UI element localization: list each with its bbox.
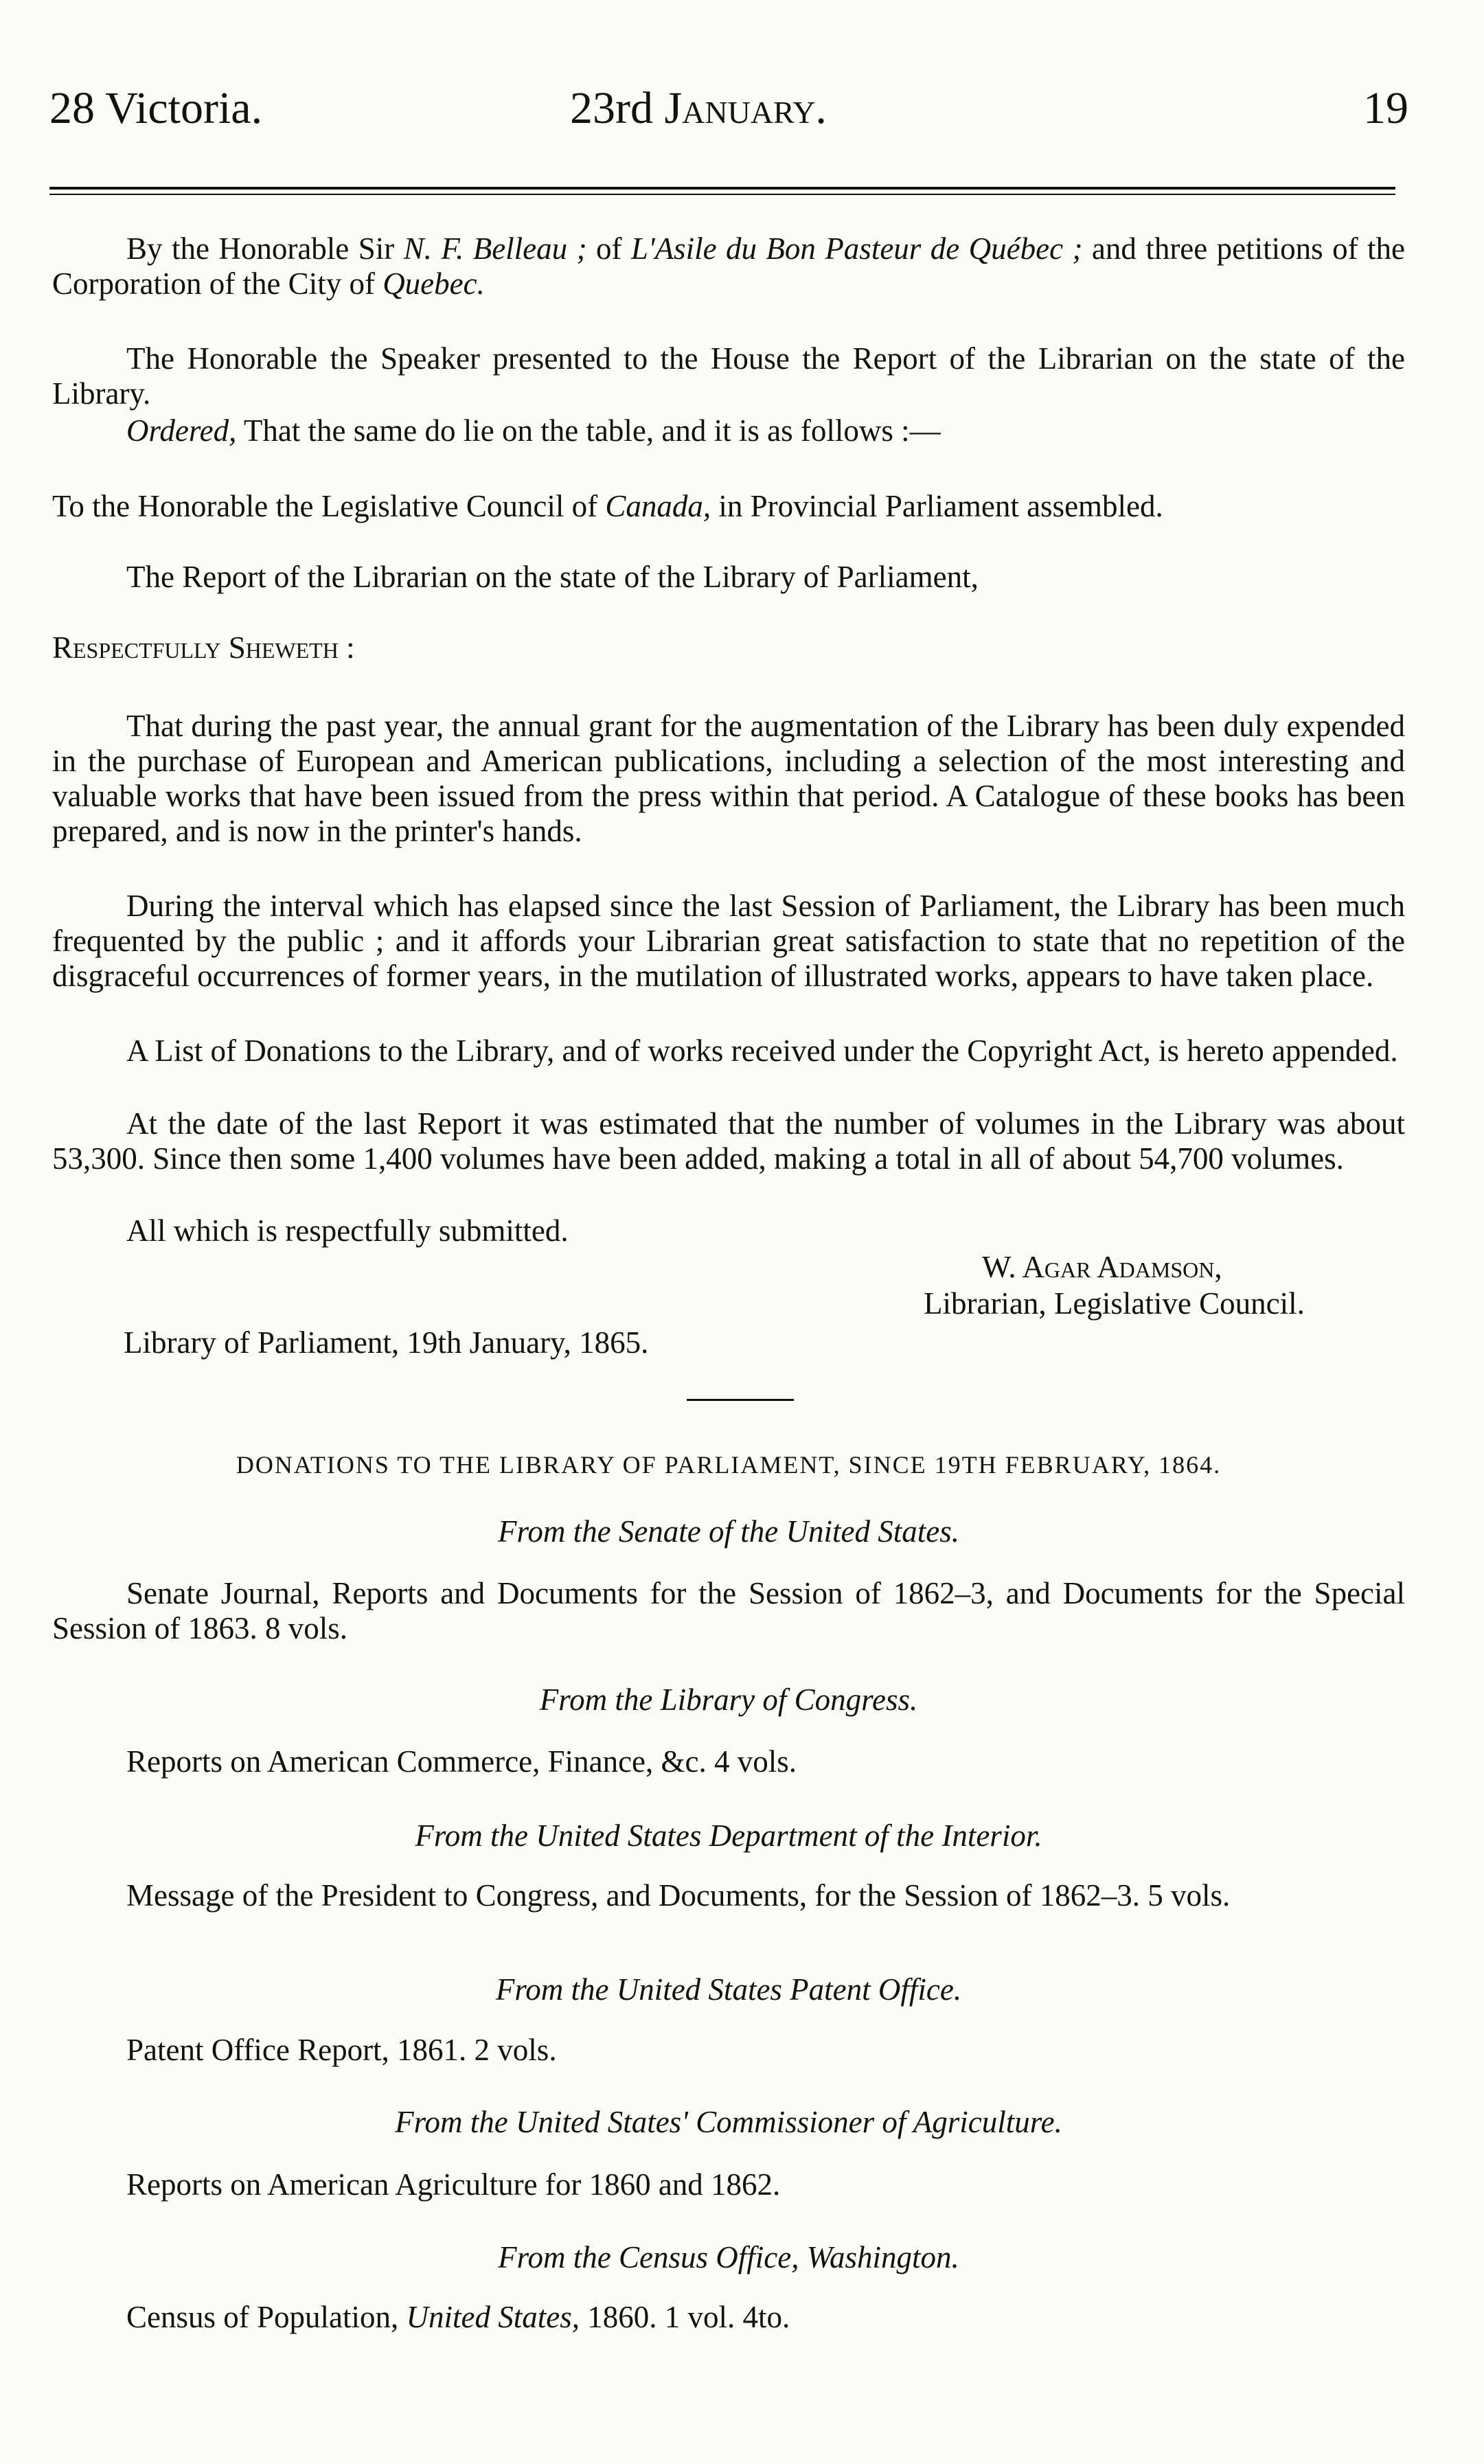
running-head-month: January.: [664, 83, 827, 133]
donation-source: From the United States Department of the Interior.: [415, 1818, 1042, 1853]
donation-source: From the United States Patent Office.: [495, 1972, 962, 2007]
running-head-date: [570, 83, 827, 133]
running-head-date-prefix: 23rd: [570, 83, 665, 133]
donation-source: From the Library of Congress.: [539, 1682, 918, 1717]
report-paragraph-1: That during the past year, the annual grant for the augmentation of the Library has been duly expended in the purchase of European and American publications, including a selection of the most interesting and valuable works that have been issued from the press within that period. A Catalogue of these books has been prepared, and is now in the printer's hands.: [52, 709, 1405, 848]
donations-heading: DONATIONS TO THE LIBRARY OF PARLIAMENT, SINCE 19TH FEBRUARY, 1864.: [236, 1451, 1222, 1479]
report-paragraph-5: All which is respectfully submitted.: [126, 1213, 569, 1248]
speaker-paragraph: The Honorable the Speaker presented to the House the Report of the Librarian on the state of the Library.: [52, 341, 1405, 411]
header-rule-bottom: [49, 194, 1395, 195]
donation-source: From the Census Office, Washington.: [498, 2240, 959, 2274]
report-date-line: Library of Parliament, 19th January, 1865.: [124, 1325, 649, 1360]
running-head-session: 28 Victoria.: [49, 83, 263, 133]
signature-name: W. Agar Adamson,: [982, 1250, 1222, 1284]
donation-item: Patent Office Report, 1861. 2 vols.: [126, 2033, 557, 2067]
respectfully-sheweth: Respectfully Sheweth :: [52, 630, 355, 665]
donation-item: Census of Population, United States, 1860. 1 vol. 4to.: [126, 2300, 790, 2334]
donation-source: From the United States' Commissioner of Agriculture.: [395, 2105, 1062, 2139]
section-divider: [687, 1399, 794, 1401]
report-title-line: The Report of the Librarian on the state of the Library of Parliament,: [126, 560, 979, 594]
address-line: To the Honorable the Legislative Council of Canada, in Provincial Parliament assembled.: [52, 489, 1163, 523]
header-rule-top: [49, 187, 1395, 190]
page-number: 19: [1363, 83, 1408, 133]
report-paragraph-3: A List of Donations to the Library, and of works received under the Copyright Act, is hereto appended.: [126, 1034, 1398, 1068]
donation-item: Reports on American Agriculture for 1860 and 1862.: [126, 2167, 781, 2202]
report-paragraph-2: During the interval which has elapsed since the last Session of Parliament, the Library has been much frequented by the public ; and it affords your Librarian great satisfaction to state that no repetition of the disgraceful occurrences of former years, in the mutilation of illustrated works, appears to have taken place.: [52, 889, 1405, 993]
report-paragraph-4: At the date of the last Report it was estimated that the number of volumes in the Library was about 53,300. Since then some 1,400 volumes have been added, making a total in all of about 54,700 volumes.: [52, 1106, 1405, 1176]
donation-item: Message of the President to Congress, and Documents, for the Session of 1862–3. 5 vols.: [126, 1878, 1231, 1913]
petition-paragraph: By the Honorable Sir N. F. Belleau ; of L'Asile du Bon Pasteur de Québec ; and three petitions of the Corporation of the City of Quebec.: [52, 231, 1405, 301]
ordered-paragraph: Ordered, That the same do lie on the table, and it is as follows :—: [126, 413, 941, 448]
donation-item: Senate Journal, Reports and Documents for the Session of 1862–3, and Documents for the Special Session of 1863. 8 vols.: [52, 1576, 1405, 1645]
donation-item: Reports on American Commerce, Finance, &c. 4 vols.: [126, 1744, 797, 1779]
signature-title: Librarian, Legislative Council.: [924, 1286, 1305, 1321]
donation-source: From the Senate of the United States.: [498, 1514, 959, 1549]
